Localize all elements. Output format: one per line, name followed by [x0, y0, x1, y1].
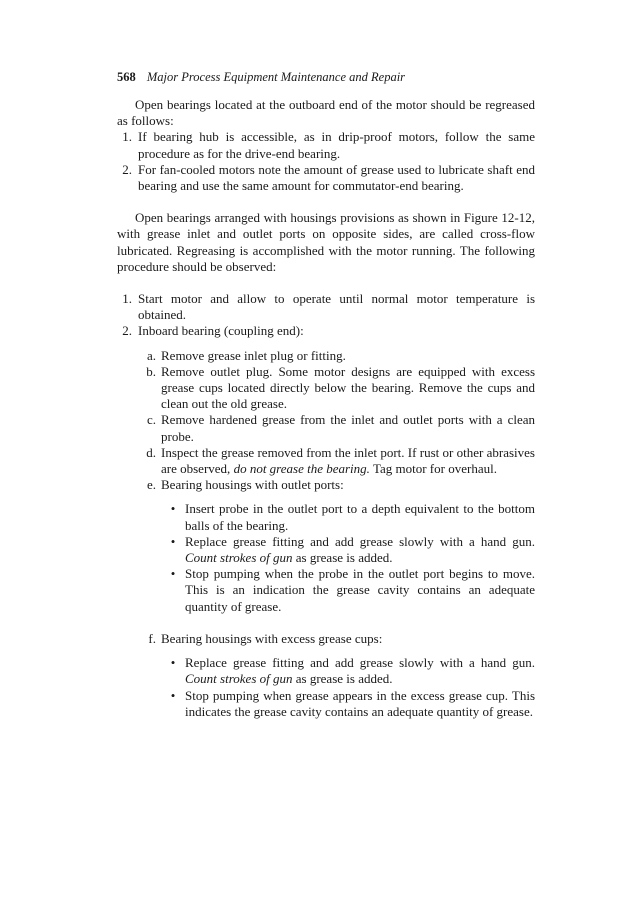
bullet-text: Replace grease fitting and add grease slowly with a hand gun.	[185, 655, 535, 671]
sub-text: Bearing housings with excess grease cups:	[161, 630, 383, 646]
paragraph-outboard-bearings: Open bearings located at the outboard end of the motor should be regreased as follows:	[117, 97, 535, 129]
bullet-text-emphasis: Count strokes of gun	[185, 671, 293, 687]
sub-text-emphasis: do not grease the bearing.	[233, 461, 370, 477]
bullet-item	[117, 655, 535, 687]
list-item	[117, 129, 535, 161]
sub-letter: c.	[146, 412, 156, 428]
sub-letter: f.	[148, 630, 156, 646]
list-number: 2.	[122, 323, 132, 339]
bullet-icon: •	[170, 566, 176, 582]
list-text: Start motor and allow to operate until normal motor temperature is obtained.	[138, 291, 535, 323]
sub-item-c	[117, 412, 535, 444]
bullet-item	[117, 566, 535, 615]
sub-letter: d.	[146, 444, 156, 460]
sub-item-d	[117, 445, 535, 477]
list-item	[117, 323, 535, 339]
bullet-icon: •	[170, 501, 176, 517]
list-text: Inboard bearing (coupling end):	[138, 323, 304, 339]
bullet-text: Replace grease fitting and add grease slowly with a hand gun.	[185, 533, 535, 549]
bullet-icon: •	[170, 533, 176, 549]
list-number: 1.	[122, 129, 132, 145]
page-number: 568	[117, 70, 136, 84]
bullet-text: Insert probe in the outlet port to a depth equivalent to the bottom balls of the bearing.	[185, 501, 535, 533]
book-title: Major Process Equipment Maintenance and Repair	[146, 70, 406, 84]
bullet-text: as grease is added.	[292, 671, 393, 687]
sub-text: Remove hardened grease from the inlet and outlet ports with a clean probe.	[161, 412, 535, 444]
running-header	[117, 70, 405, 85]
sub-item-e	[117, 477, 535, 493]
bullet-text: Stop pumping when grease appears in the excess grease cup. This indicates the grease cavity contains an adequate quantity of grease.	[185, 687, 535, 719]
list-number: 2.	[122, 161, 132, 177]
sub-text: Bearing housings with outlet ports:	[161, 477, 344, 493]
sub-item-f	[117, 631, 535, 647]
sub-text: Tag motor for overhaul.	[369, 461, 497, 477]
sub-text: Remove outlet plug. Some motor designs are equipped with excess grease cups located directly below the bearing. Remove the cups and clean out the old grease.	[161, 363, 535, 412]
bullet-item	[117, 688, 535, 720]
list-text: If bearing hub is accessible, as in drip-proof motors, follow the same procedure as for the drive-end bearing.	[138, 129, 535, 161]
sub-letter: a.	[146, 347, 156, 363]
sub-item-a	[117, 348, 535, 364]
bullet-text: as grease is added.	[292, 550, 393, 566]
bullet-icon: •	[170, 655, 176, 671]
sub-text: Remove grease inlet plug or fitting.	[161, 347, 346, 363]
bullet-item	[117, 534, 535, 566]
bullet-text: Stop pumping when the probe in the outlet port begins to move. This is an indication the grease cavity contains an adequate quantity of grease.	[185, 566, 535, 614]
sub-text: Inspect the grease removed from the inlet port. If rust or other abrasives are observed,	[161, 444, 535, 477]
sub-letter: e.	[146, 477, 156, 493]
paragraph-cross-flow: Open bearings arranged with housings provisions as shown in Figure 12-12, with grease inlet and outlet ports on opposite sides, are called cross-flow lubricated. Regreasing is accomplished with the motor running. The following procedure should be observed:	[117, 210, 535, 274]
bullet-icon: •	[170, 687, 176, 703]
list-number: 1.	[122, 291, 132, 307]
bullet-item	[117, 501, 535, 533]
body-text	[117, 97, 535, 720]
sub-letter: b.	[146, 363, 156, 379]
sub-item-b	[117, 364, 535, 413]
list-item	[117, 162, 535, 194]
bullet-text-emphasis: Count strokes of gun	[185, 550, 293, 566]
list-text: For fan-cooled motors note the amount of grease used to lubricate shaft end bearing and use the same amount for commutator-end bearing.	[138, 161, 535, 194]
list-item	[117, 291, 535, 323]
